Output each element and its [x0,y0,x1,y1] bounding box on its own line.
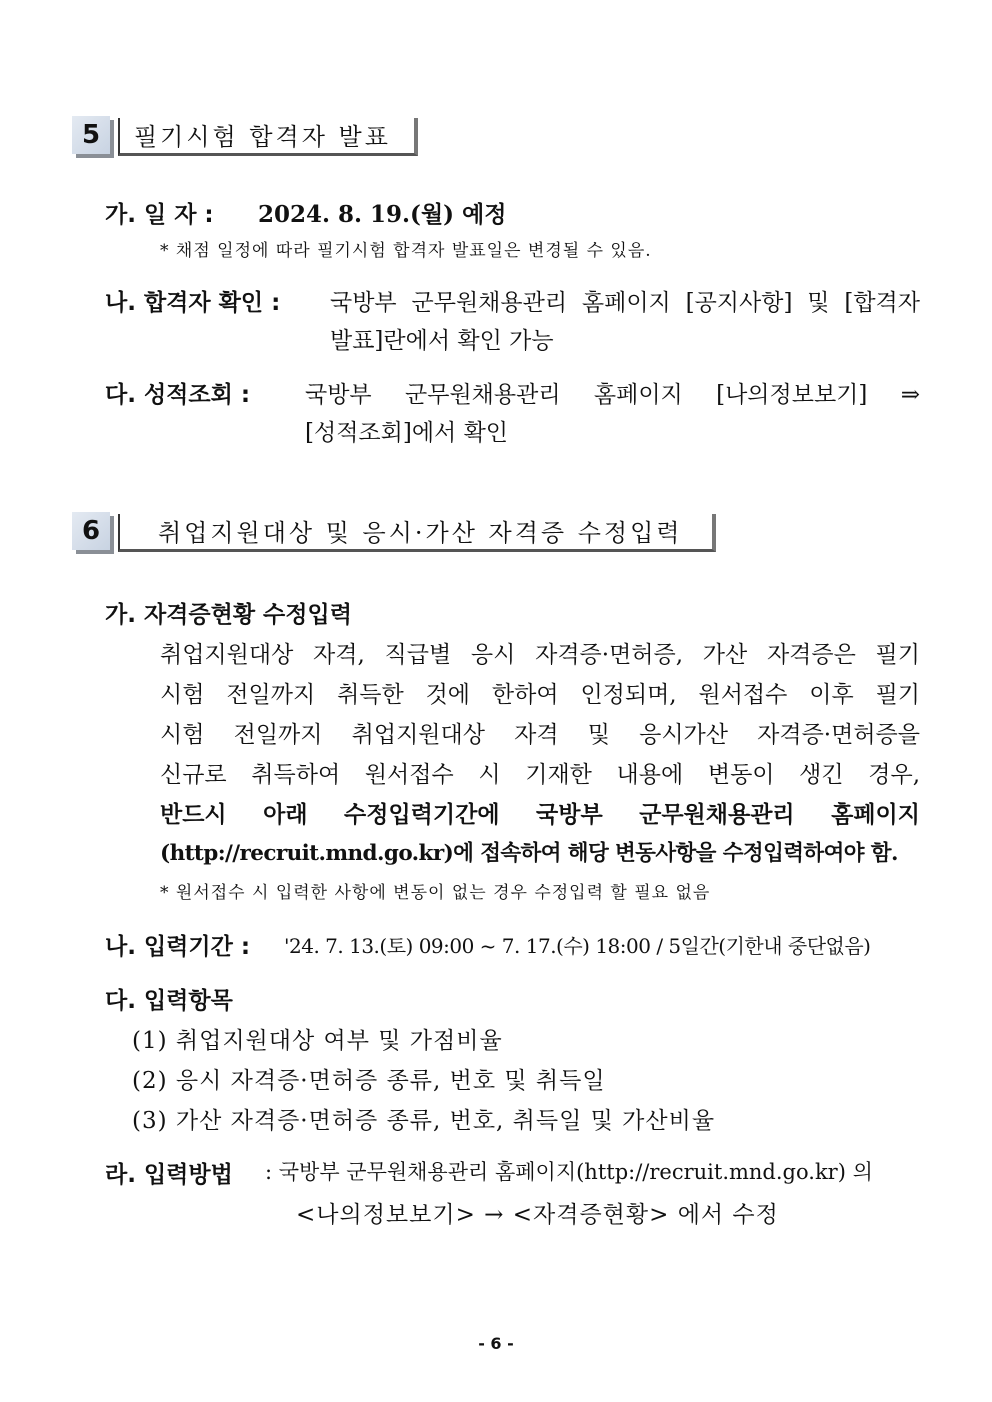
section-title-6: 취업지원대상 및 응시·가산 자격증 수정입력 [118,514,716,552]
s6-ga-line: 취업지원대상 자격, 직급별 응시 자격증·면허증, 가산 자격증은 필기 [160,642,920,668]
s5-na-label: 나. 합격자 확인 : [105,290,281,316]
s6-ga-bold-line: 반드시 아래 수정입력기간에 국방부 군무원채용관리 홈페이지 [160,801,920,828]
s5-da-line1: 국방부 군무원채용관리 홈페이지 [나의정보보기] ⇒ [305,382,920,408]
s5-ga-note: * 채점 일정에 따라 필기시험 합격자 발표일은 변경될 수 있음. [160,241,652,261]
s6-na-label: 나. 입력기간 : [105,934,251,960]
s6-ga-bold-line: (http://recruit.mnd.go.kr)에 접속하여 해당 변동사항을 수정입력하여야 함. [160,841,898,866]
s5-na-line2: 발표]란에서 확인 가능 [330,328,554,354]
s6-da-item: (1) 취업지원대상 여부 및 가점비율 [132,1028,503,1054]
section-title-5: 필기시험 합격자 발표 [118,118,418,156]
s5-ga-label: 가. 일 자 : [105,202,214,228]
s6-ra-line1: : 국방부 군무원채용관리 홈페이지(http://recruit.mnd.go.kr) 의 [265,1160,873,1184]
s6-ra-line2: <나의정보보기> → <자격증현황> 에서 수정 [296,1202,779,1228]
s5-da-line2: [성적조회]에서 확인 [305,420,509,446]
s5-ga-value: 2024. 8. 19.(월) 예정 [258,201,507,228]
s6-da-item: (3) 가산 자격증·면허증 종류, 번호, 취득일 및 가산비율 [132,1108,716,1134]
section-number-6: 6 [72,512,110,550]
s6-da-item: (2) 응시 자격증·면허증 종류, 번호 및 취득일 [132,1068,606,1094]
s6-ga-heading: 가. 자격증현황 수정입력 [105,602,352,628]
s6-ga-note: * 원서접수 시 입력한 사항에 변동이 없는 경우 수정입력 할 필요 없음 [160,883,711,903]
s6-ga-line: 시험 전일까지 취업지원대상 자격 및 응시가산 자격증·면허증을 [160,722,920,748]
s6-da-heading: 다. 입력항목 [105,988,233,1014]
s6-ra-label: 라. 입력방법 [105,1162,233,1188]
s6-ga-line: 시험 전일까지 취득한 것에 한하여 인정되며, 원서접수 이후 필기 [160,682,920,708]
s5-da-label: 다. 성적조회 : [105,382,251,408]
section-number-5: 5 [72,116,110,154]
page-number: - 6 - [478,1334,514,1353]
s6-ga-line: 신규로 취득하여 원서접수 시 기재한 내용에 변동이 생긴 경우, [160,762,920,788]
s6-na-value: '24. 7. 13.(토) 09:00 ~ 7. 17.(수) 18:00 / 5일간(기한내 중단없음) [284,934,871,958]
s5-na-line1: 국방부 군무원채용관리 홈페이지 [공지사항] 및 [합격자 [330,290,920,316]
